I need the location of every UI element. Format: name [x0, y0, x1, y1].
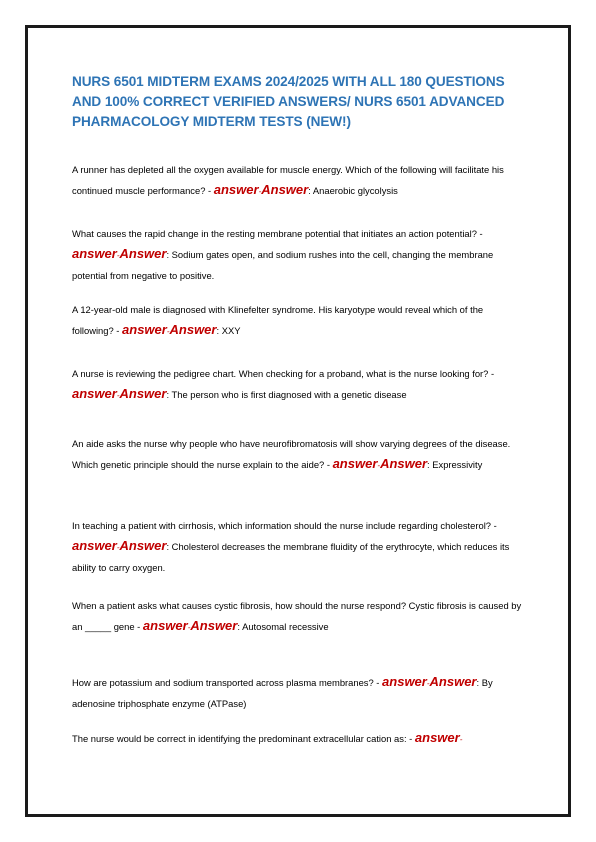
answer-marker-lower: answer [382, 674, 427, 689]
answer-marker-lower: answer [72, 246, 117, 261]
question-text: A runner has depleted all the oxygen available for muscle energy. Which of the following will facilitate his continued muscle performance? - [72, 164, 504, 196]
answer-marker-upper: Answer [169, 322, 217, 337]
question-item [72, 364, 527, 406]
answer-text: Sodium gates open, and sodium rushes into the cell, changing the membrane potential from negative to positive. [72, 249, 494, 281]
answer-colon: : [166, 541, 170, 552]
document-title: NURS 6501 MIDTERM EXAMS 2024/2025 WITH ALL 180 QUESTIONS AND 100% CORRECT VERIFIED ANSWERS/ NURS 6501 ADVANCED PHARMACOLOGY MIDTERM TESTS (NEW!) [72, 74, 505, 129]
answer-marker-lower: answer [213, 182, 259, 197]
answer-marker-separator: - [377, 461, 381, 470]
question-text: When a patient asks what causes cystic fibrosis, how should the nurse respond? Cystic fibrosis is caused by an _____ gene - [72, 600, 522, 632]
question-text: An aide asks the nurse why people who have neurofibromatosis will show varying degrees of the disease. Which genetic principle should the nurse explain to the aide? - [72, 438, 511, 470]
answer-marker-separator: - [116, 391, 120, 400]
answer-marker-upper: Answer [429, 674, 477, 689]
question-item [72, 434, 527, 476]
question-text: In teaching a patient with cirrhosis, which information should the nurse include regarding cholesterol? - [72, 520, 497, 531]
answer-marker-upper: Answer [119, 538, 167, 553]
answer-text: By adenosine triphosphate enzyme (ATPase) [72, 677, 493, 709]
answer-marker-separator: - [459, 735, 463, 744]
question-item [72, 728, 527, 750]
answer-text: Autosomal recessive [242, 621, 329, 632]
question-item [72, 224, 527, 286]
question-text: What causes the rapid change in the resting membrane potential that initiates an action potential? - [72, 228, 483, 239]
answer-marker-lower: answer [332, 456, 378, 471]
answer-colon: : [237, 621, 240, 632]
answer-marker-separator: - [187, 623, 191, 632]
answer-text: Anaerobic glycolysis [312, 185, 398, 196]
question-item [72, 672, 527, 714]
answer-marker-separator: - [426, 679, 430, 688]
document-content [72, 72, 527, 745]
answer-marker-lower: answer [72, 538, 117, 553]
answer-marker-lower: answer [142, 618, 188, 633]
answer-text: XXY [221, 325, 241, 336]
answer-marker-upper: Answer [190, 618, 238, 633]
answer-marker-separator: - [116, 543, 120, 552]
question-text: How are potassium and sodium transported across plasma membranes? - [72, 677, 380, 688]
answer-text: Cholesterol decreases the membrane fluidity of the erythrocyte, which reduces its ability to carry oxygen. [72, 541, 510, 573]
question-text: The nurse would be correct in identifying the predominant extracellular cation as: - [72, 733, 413, 744]
answer-colon: : [427, 459, 430, 470]
question-text: A nurse is reviewing the pedigree chart. When checking for a proband, what is the nurse looking for? - [72, 368, 495, 379]
answer-colon: : [476, 677, 480, 688]
question-item [72, 596, 527, 638]
answer-marker-separator: - [258, 187, 262, 196]
answer-marker-upper: Answer [380, 456, 428, 471]
answer-text: The person who is first diagnosed with a genetic disease [171, 389, 407, 400]
question-item [72, 516, 527, 578]
answer-marker-separator: - [116, 251, 120, 260]
question-item [72, 300, 527, 342]
answer-colon: : [216, 325, 220, 336]
answer-text: Expressivity [432, 459, 483, 470]
answer-marker-lower: answer [414, 730, 460, 745]
answer-marker-lower: answer [122, 322, 167, 337]
answer-marker-lower: answer [72, 386, 117, 401]
answer-marker-separator: - [166, 327, 170, 336]
answer-colon: : [166, 249, 170, 260]
answer-marker-upper: Answer [119, 246, 167, 261]
question-text: A 12-year-old male is diagnosed with Klinefelter syndrome. His karyotype would reveal which of the following? - [72, 304, 484, 336]
answer-marker-upper: Answer [261, 182, 309, 197]
answer-colon: : [166, 389, 170, 400]
answer-colon: : [308, 185, 311, 196]
question-item [72, 160, 527, 202]
answer-marker-upper: Answer [119, 386, 167, 401]
